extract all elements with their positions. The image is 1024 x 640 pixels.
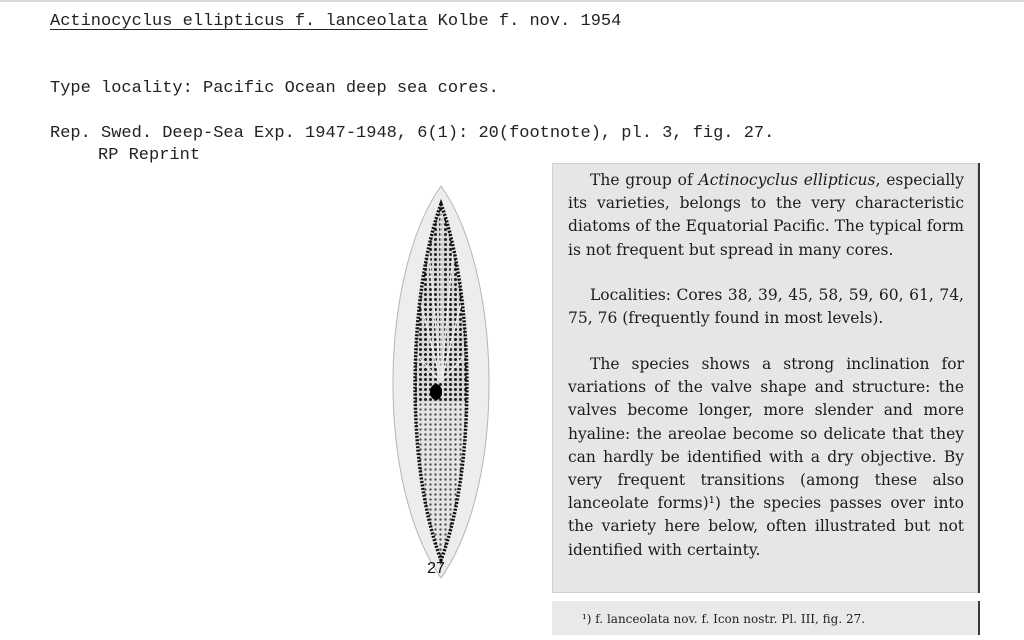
excerpt-paragraph-3: The species shows a strong inclination for variations of the valve shape and structure: the valves become longer, more slender and more hyaline: the areolae become so delicate that they can hardly be identified with a dry objective. By very frequent transitions (among these also lanceolate forms)¹) the species passes over into the variety here below, often illustrated but not identified with certainty.: [568, 355, 964, 559]
type-locality: Type locality: Pacific Ocean deep sea cores.: [50, 79, 499, 98]
top-rule: [0, 0, 1024, 2]
text-excerpt-clipping: [552, 163, 980, 593]
taxon-name: Actinocyclus ellipticus f. lanceolata: [50, 12, 428, 31]
diatom-specimen-figure: [378, 182, 504, 582]
figure-number: 27: [427, 560, 445, 577]
excerpt-paragraph-localities: Localities: Cores 38, 39, 45, 58, 59, 60, 61, 74, 75, 76 (frequently found in most levels).: [568, 286, 964, 328]
reference-citation: Rep. Swed. Deep-Sea Exp. 1947-1948, 6(1): 20(footnote), pl. 3, fig. 27.: [50, 124, 775, 143]
excerpt-paragraph-1: [568, 169, 964, 262]
taxon-authority: Kolbe f. nov. 1954: [427, 12, 622, 31]
p1-species: Actinocyclus ellipticus: [698, 171, 876, 189]
p1-end: , especially its varieties, belongs to the very characteristic diatoms of the Equatorial Pacific. The typical form is not frequent but spread in many cores.: [568, 171, 964, 259]
reprint-note: RP Reprint: [98, 146, 201, 165]
footnote-clipping: [552, 601, 980, 635]
p1-start: The group of: [590, 171, 699, 189]
central-spot: [430, 384, 442, 400]
footnote-text: ¹) f. lanceolata nov. f. Icon nostr. Pl. III, fig. 27.: [582, 612, 866, 626]
species-title: [50, 12, 621, 31]
